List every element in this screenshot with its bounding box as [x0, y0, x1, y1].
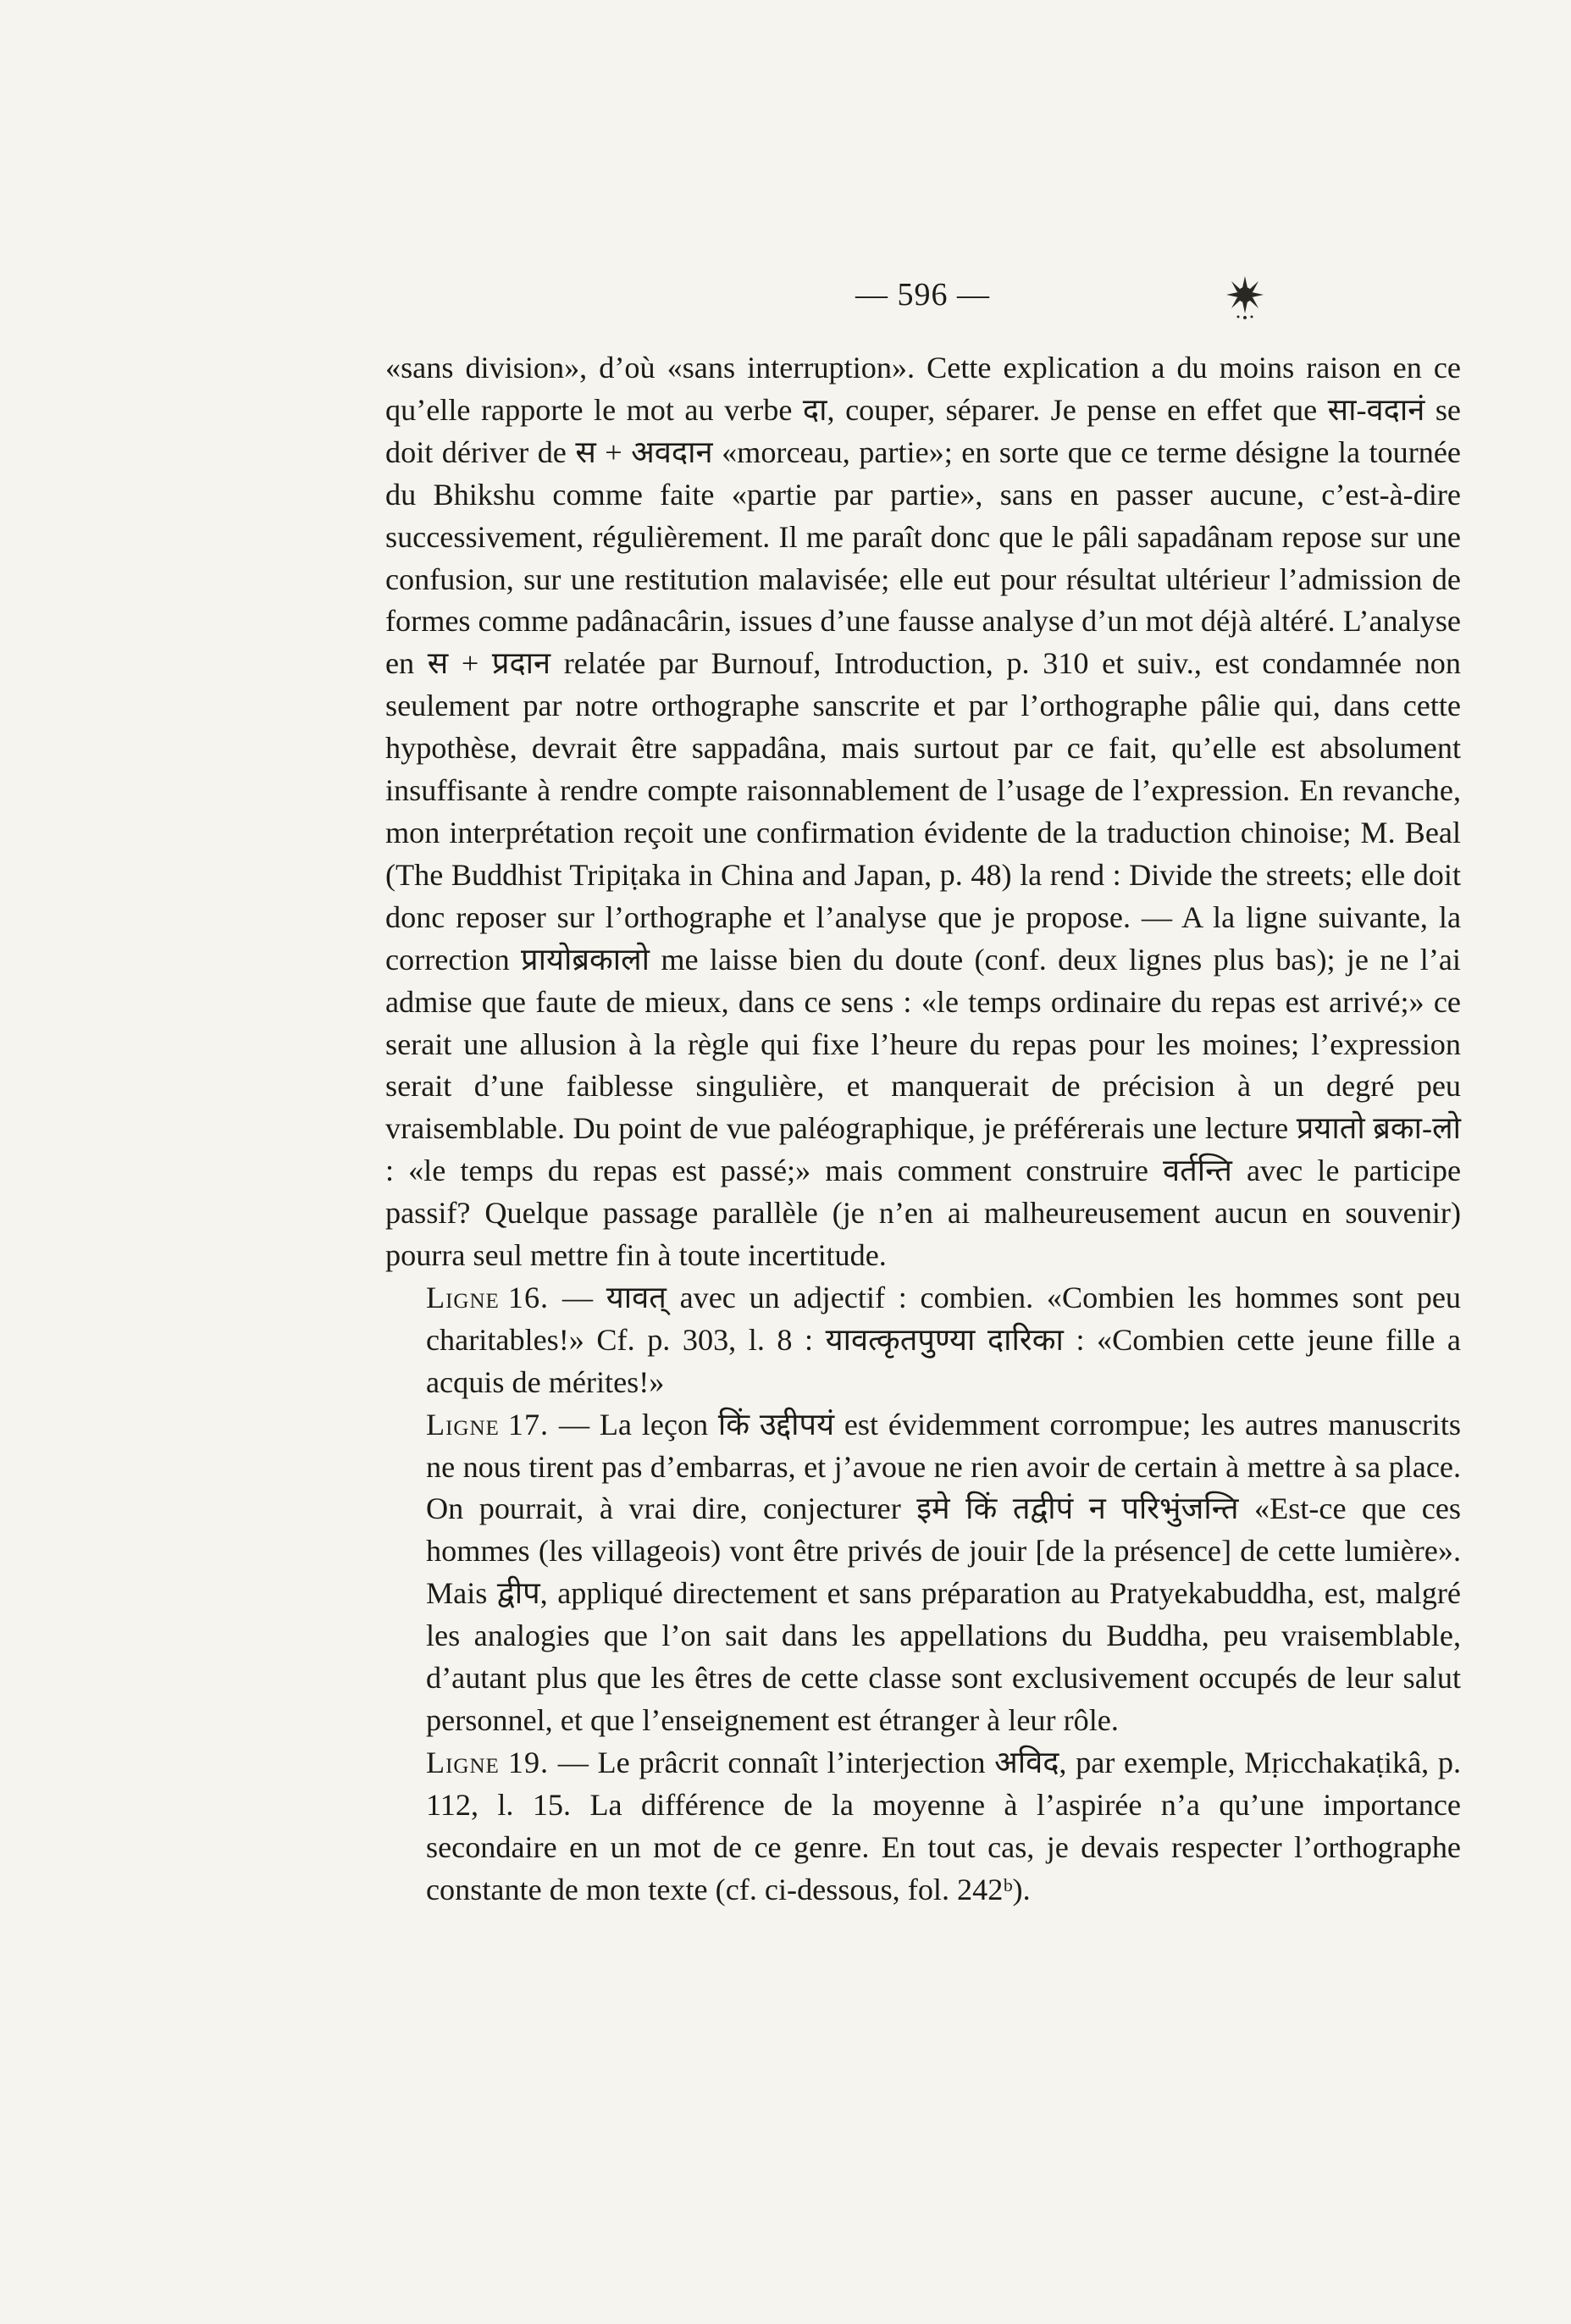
- ligne-17-label: Ligne 17.: [426, 1407, 550, 1441]
- page-number: — 596 —: [855, 277, 990, 313]
- ligne-19-label: Ligne 19.: [426, 1745, 550, 1779]
- note-ligne-19: [385, 1742, 1461, 1912]
- ornament-icon: [1220, 271, 1270, 322]
- main-text: [385, 347, 1461, 1912]
- paragraph-sans-division: «sans division», d’où «sans interruption». Cette explication a du moins raison en ce qu’elle rapporte le mot au verbe दा, couper, séparer. Je pense en effet que सा-वदानं se doit dériver de स + अवदान «morceau, partie»; en sorte que ce terme désigne la tournée du Bhikshu comme faite «partie par partie», sans en passer aucune, c’est-à-dire successivement, régulièrement. Il me paraît donc que le pâli sapadânam repose sur une confusion, sur une restitution malavisée; elle eut pour résultat ultérieur l’admission de formes comme padânacârin, issues d’une fausse analyse d’un mot déjà altéré. L’analyse en स + प्रदान relatée par Burnouf, Introduction, p. 310 et suiv., est condamnée non seulement par notre orthographe sanscrite et par l’orthographe pâlie qui, dans cette hypothèse, devrait être sappadâna, mais surtout par ce fait, qu’elle est absolument insuffisante à rendre compte raisonnablement de l’usage de l’expression. En revanche, mon interprétation reçoit une confirmation évidente de la traduction chinoise; M. Beal (The Buddhist Tripiṭaka in China and Japan, p. 48) la rend : Divide the streets; elle doit donc reposer sur l’orthographe et l’analyse que je propose. — A la ligne suivante, la correction प्रायोब्रकालो me laisse bien du doute (conf. deux lignes plus bas); je ne l’ai admise que faute de mieux, dans ce sens : «le temps ordinaire du repas est arrivé;» ce serait une allusion à la règle qui fixe l’heure du repas pour les moines; l’expression serait d’une faiblesse singulière, et manquerait de précision à un degré peu vraisemblable. Du point de vue paléographique, je préférerais une lecture प्रयातो ब्रका-लो : «le temps du repas est passé;» mais comment construire वर्तन्ति avec le participe passif? Quelque passage parallèle (je n’en ai malheureusement aucun en souvenir) pourra seul mettre fin à toute incertitude.: [385, 351, 1461, 1273]
- note-ligne-17: [385, 1404, 1461, 1742]
- note-ligne-16: [385, 1277, 1461, 1404]
- page-header: [0, 271, 1571, 322]
- ligne-19-text: — Le prâcrit connaît l’interjection अविद, par exemple, Mṛicchakaṭikâ, p. 112, l. 15. La différence de la moyenne à l’aspirée n’a qu’une importance secondaire en un mot de ce genre. En tout cas, je devais respecter l’orthographe constante de mon texte (cf. ci-dessous, fol. 242ᵇ).: [426, 1745, 1461, 1906]
- ligne-16-text: — यावत् avec un adjectif : combien. «Combien les hommes sont peu charitables!» Cf. p. 303, l. 8 : यावत्कृतपुण्या दारिका : «Combien cette jeune fille a acquis de mérites!»: [426, 1280, 1461, 1399]
- ligne-16-label: Ligne 16.: [426, 1280, 550, 1314]
- ligne-17-text: — La leçon किं उद्दीपयं est évidemment corrompue; les autres manuscrits ne nous tirent pas d’embarras, et j’avoue ne rien avoir de certain à mettre à sa place. On pourrait, à vrai dire, conjecturer इमे किं तद्वीपं न परिभुंजन्ति «Est-ce que ces hommes (les villageois) vont être privés de jouir [de la présence] de cette lumière». Mais द्वीप, appliqué directement et sans préparation au Pratyekabuddha, est, malgré les analogies que l’on sait dans les appellations du Buddha, peu vraisemblable, d’autant plus que les êtres de cette classe sont exclusivement occupés de leur salut personnel, et que l’enseignement est étranger à leur rôle.: [426, 1407, 1461, 1737]
